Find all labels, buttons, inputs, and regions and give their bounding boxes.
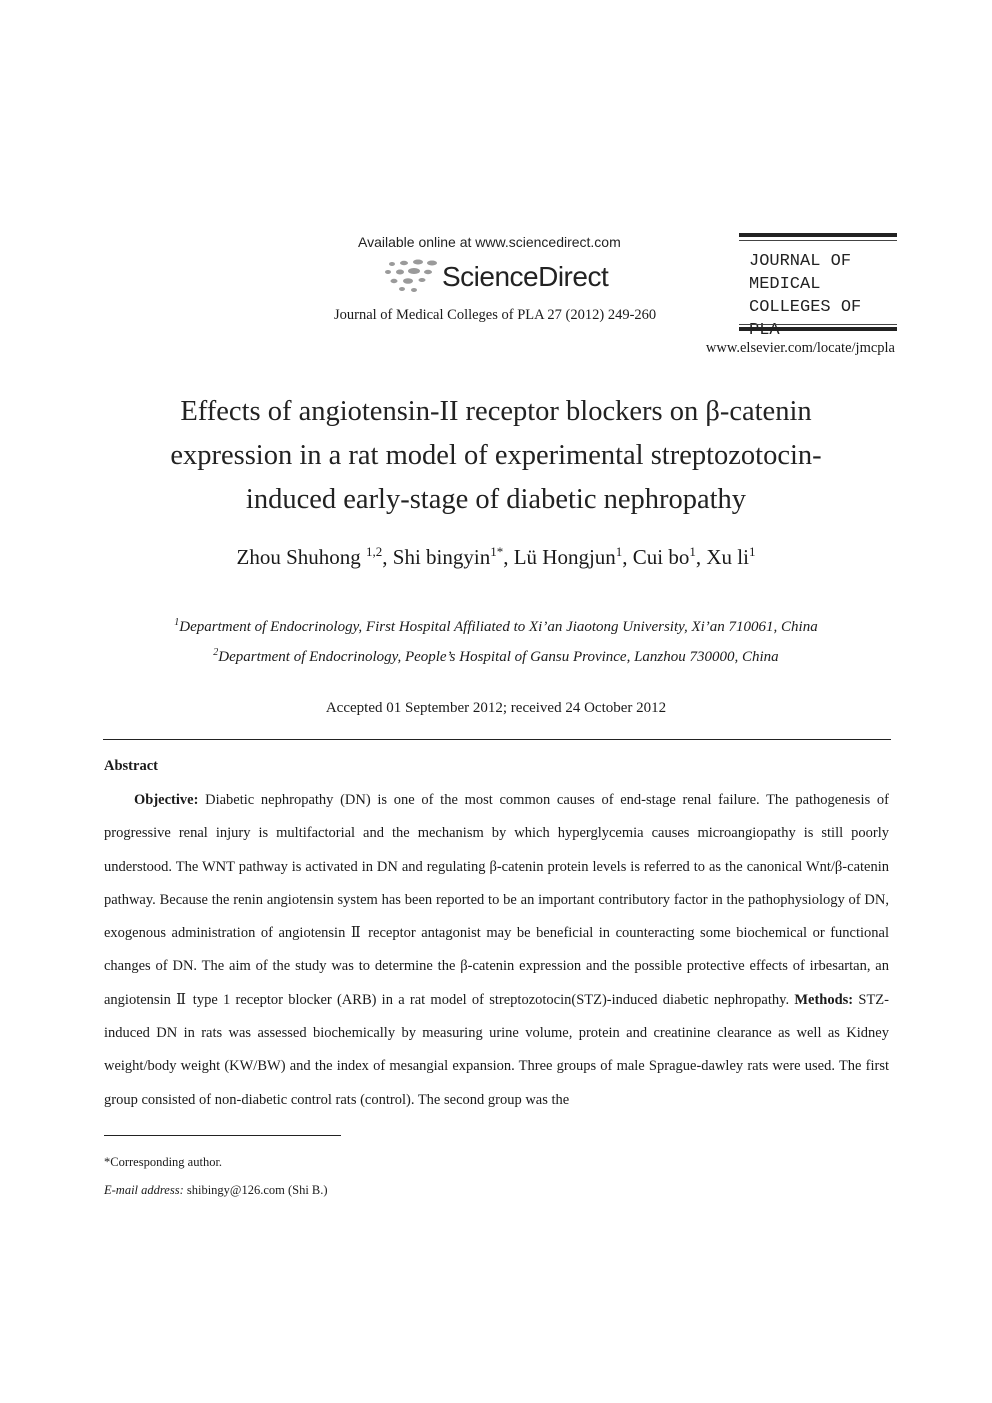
affiliation-text: Department of Endocrinology, First Hospital Affiliated to Xi’an Jiaotong University, Xi’an 710061, China — [179, 619, 818, 635]
author-name: Cui bo — [632, 545, 690, 569]
author-separator: , — [622, 545, 633, 569]
journal-title-line: MEDICAL — [749, 275, 821, 294]
author-name: Xu li — [706, 545, 749, 569]
footnote-divider — [104, 1135, 341, 1136]
author-separator: , — [382, 545, 393, 569]
author-separator: , — [695, 545, 707, 569]
journal-box-bottom-thin-rule — [739, 324, 897, 325]
author-affiliation-marker: 1,2 — [366, 544, 383, 559]
author-separator: , — [503, 545, 514, 569]
journal-citation: Journal of Medical Colleges of PLA 27 (2012) 249-260 — [334, 307, 657, 323]
author-name: Lü Hongjun — [513, 545, 616, 569]
author-list — [96, 544, 896, 570]
email-label: E-mail address: — [104, 1183, 184, 1197]
email-footnote — [104, 1183, 328, 1198]
sciencedirect-wordmark: ScienceDirect — [442, 261, 609, 292]
title-line: induced early-stage of diabetic nephropathy — [245, 484, 747, 515]
sciencedirect-logo[interactable] — [382, 258, 622, 298]
journal-title-line: COLLEGES OF — [749, 298, 862, 317]
journal-url-link[interactable]: www.elsevier.com/locate/jmcpla — [705, 340, 895, 356]
objective-label: Objective: — [134, 792, 199, 808]
article-title — [96, 390, 896, 522]
author-affiliation-marker: 1 — [615, 544, 623, 559]
journal-title-box — [739, 233, 897, 331]
affiliation-marker: 2 — [213, 647, 219, 658]
available-online-text: Available online at www.sciencedirect.com — [358, 234, 621, 250]
author-affiliation-marker: 1 — [689, 544, 696, 559]
sciencedirect-dots-icon — [382, 258, 440, 298]
affiliation-marker: 1 — [174, 617, 180, 628]
author-affiliation-marker: 1 — [748, 544, 756, 559]
title-line: Effects of angiotensin-II receptor blockers on β-catenin — [180, 396, 812, 427]
affiliation-1 — [96, 617, 896, 636]
title-line: expression in a rat model of experimental streptozotocin- — [170, 440, 822, 471]
section-divider — [103, 739, 891, 740]
methods-label: Methods: — [794, 991, 854, 1008]
journal-box-top-thin-rule — [739, 240, 897, 241]
methods-text: STZ-induced DN in rats was assessed biochemically by measuring urine volume, protein and creatinine clearance as well as Kidney weight/body weight (KW/BW) and the index of mesangial expansion. Three groups of male Sprague-dawley rats were used. The first group consisted of non-diabetic control rats (control). The second group was the — [104, 991, 889, 1108]
abstract-body — [104, 784, 889, 1117]
email-address[interactable]: shibingy@126.com (Shi B.) — [183, 1183, 328, 1197]
objective-text: Diabetic nephropathy (DN) is one of the most common causes of end-stage renal failure. The pathogenesis of progressive renal injury is multifactorial and the mechanism by which hyperglycemia causes microangiopathy is still poorly understood. The WNT pathway is activated in DN and regulating β-catenin protein levels is referred to as the canonical Wnt/β-catenin pathway. Because the renin angiotensin system has been reported to be an important contributory factor in the pathophysiology of DN, exogenous administration of angiotensin Ⅱ receptor antagonist may be beneficial in counteracting some biochemical or functional changes of DN. The aim of the study was to determine the β-catenin expression and the possible protective effects of irbesartan, an angiotensin Ⅱ type 1 receptor blocker (ARB) in a rat model of streptozotocin(STZ)-induced diabetic nephropathy. — [104, 792, 889, 1008]
affiliation-text: Department of Endocrinology, People’s Hospital of Gansu Province, Lanzhou 730000, China — [218, 649, 779, 665]
author-name: Shi bingyin — [392, 545, 491, 569]
affiliation-2 — [96, 647, 896, 666]
corresponding-author-note: *Corresponding author. — [104, 1155, 223, 1169]
author-affiliation-marker: 1* — [490, 544, 504, 559]
article-dates: Accepted 01 September 2012; received 24 October 2012 — [325, 700, 667, 716]
journal-box-bottom-rule — [739, 327, 897, 331]
journal-box-top-rule — [739, 233, 897, 237]
journal-title-line: JOURNAL OF — [749, 252, 852, 271]
abstract-heading: Abstract — [104, 758, 158, 774]
author-name: Zhou Shuhong — [236, 545, 367, 569]
